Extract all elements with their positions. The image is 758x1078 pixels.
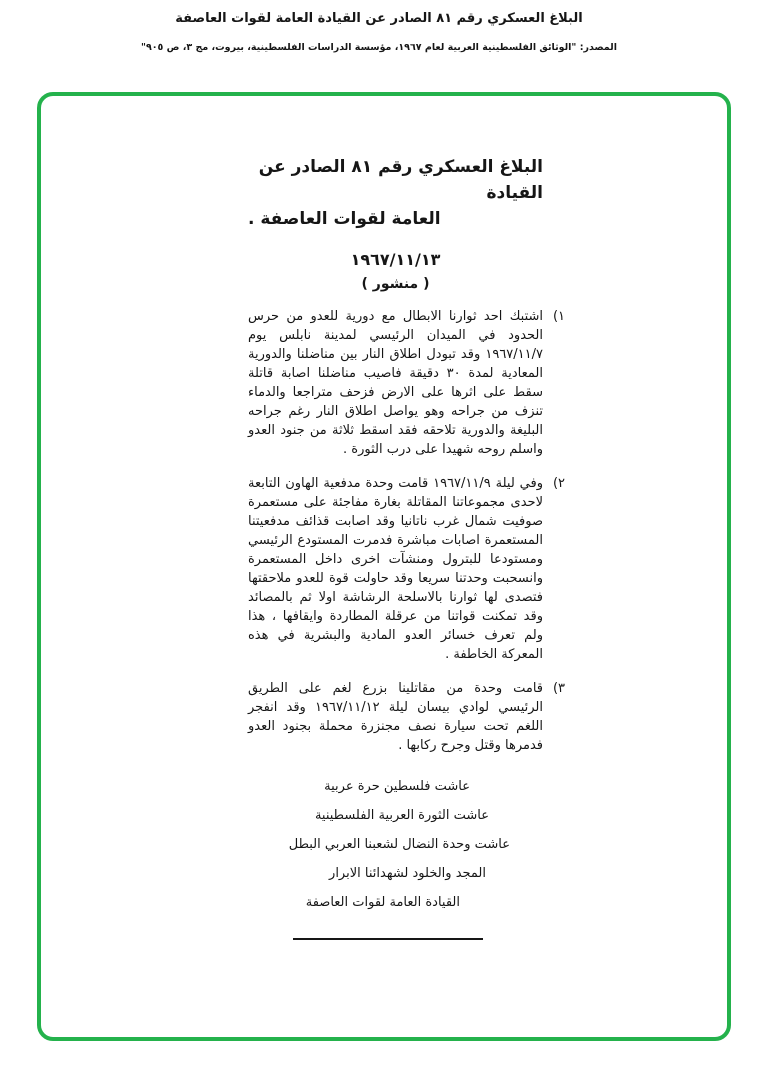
- published-note: ( منشور ): [361, 276, 430, 292]
- paragraph-1-number: ١): [552, 309, 565, 324]
- scanned-communique: [248, 96, 565, 940]
- paragraph-1-text: اشتبك احد ثوارنا الابطال مع دورية للعدو من حرس الحدود في الميدان الرئيسي لمدينة نابلس يوم ١٩٦٧/١١/٧ وقد تبودل اطلاق النار بين مناضلنا والدورية المعادية لمدة ٣٠ دقيقة فاصيب مناضلنا اصابة قاتلة سقط على اثرها على الارض فزحف متراجعا والدماء تنزف من جراحه وهو يواصل اطلاق النار رغم جراحه البليغة والدورية تلاحقه فقد اسقط ثلاثة من جنود العدو واسلم روحه شهيدا على درب الثورة .: [248, 309, 544, 457]
- header-source: المصدر: "الوثائق الفلسطينية العربية لعام ١٩٦٧، مؤسسة الدراسات الفلسطينية، بيروت، مج ٣، ص ٩٠٥": [140, 42, 618, 53]
- communique-title-line1: البلاغ العسكري رقم ٨١ الصادر عن القيادة: [258, 157, 543, 203]
- end-rule: [293, 938, 483, 940]
- header-title: البلاغ العسكري رقم ٨١ الصادر عن القيادة العامة لقوات العاصفة: [175, 11, 583, 26]
- closing-line-3: عاشت وحدة النضال لشعبنا العربي البطل: [288, 837, 510, 852]
- communique-date: ١٩٦٧/١١/١٣: [350, 250, 441, 269]
- paragraph-3: [248, 679, 565, 755]
- closing-line-4: المجد والخلود لشهدائنا الابرار: [329, 866, 486, 881]
- closing-slogans: [248, 777, 543, 912]
- communique-title: [248, 154, 543, 232]
- paragraph-3-number: ٣): [552, 681, 565, 696]
- communique-title-line2: العامة لقوات العاصفة .: [248, 209, 441, 229]
- document-header: [0, 11, 758, 53]
- paragraph-1: [248, 307, 565, 459]
- paragraph-2-number: ٢): [552, 476, 565, 491]
- paragraph-2: [248, 474, 565, 664]
- paragraph-3-text: قامت وحدة من مقاتلينا بزرع لغم على الطريق الرئيسي لوادي بيسان ليلة ١٩٦٧/١١/١٢ وقد انفجر اللغم تحت سيارة نصف مجنزرة محملة بجنود العدو فدمرها وقتل وجرح ركابها .: [248, 681, 544, 753]
- paragraph-2-text: وفي ليلة ١٩٦٧/١١/٩ قامت وحدة مدفعية الهاون التابعة لاحدى مجموعاتنا المقاتلة بغارة مفاجئة على مستعمرة صوفيت شمال غرب ناتانيا وقد اصابت قذائف مدفعيتنا المستعمرة اصابات مباشرة فدمرت المستودع الرئيسي ومستودعا للبترول ومنشآت اخرى داخل المستعمرة وانسحبت وحدتنا سريعا وقد حاولت قوة للعدو ملاحقتها فتصدى لها ثوارنا بالاسلحة الرشاشة اولا ثم بالمصائد وقد تمكنت قواتنا من عرقلة المطاردة وايقافها ، هذا ولم تعرف خسائر العدو المادية والبشرية في هذه المعركة الخاطفة .: [248, 476, 543, 662]
- closing-line-2: عاشت الثورة العربية الفلسطينية: [314, 808, 489, 823]
- signature-line: القيادة العامة لقوات العاصفة: [305, 895, 460, 910]
- green-frame: [37, 92, 731, 1041]
- closing-line-1: عاشت فلسطين حرة عربية: [324, 779, 470, 794]
